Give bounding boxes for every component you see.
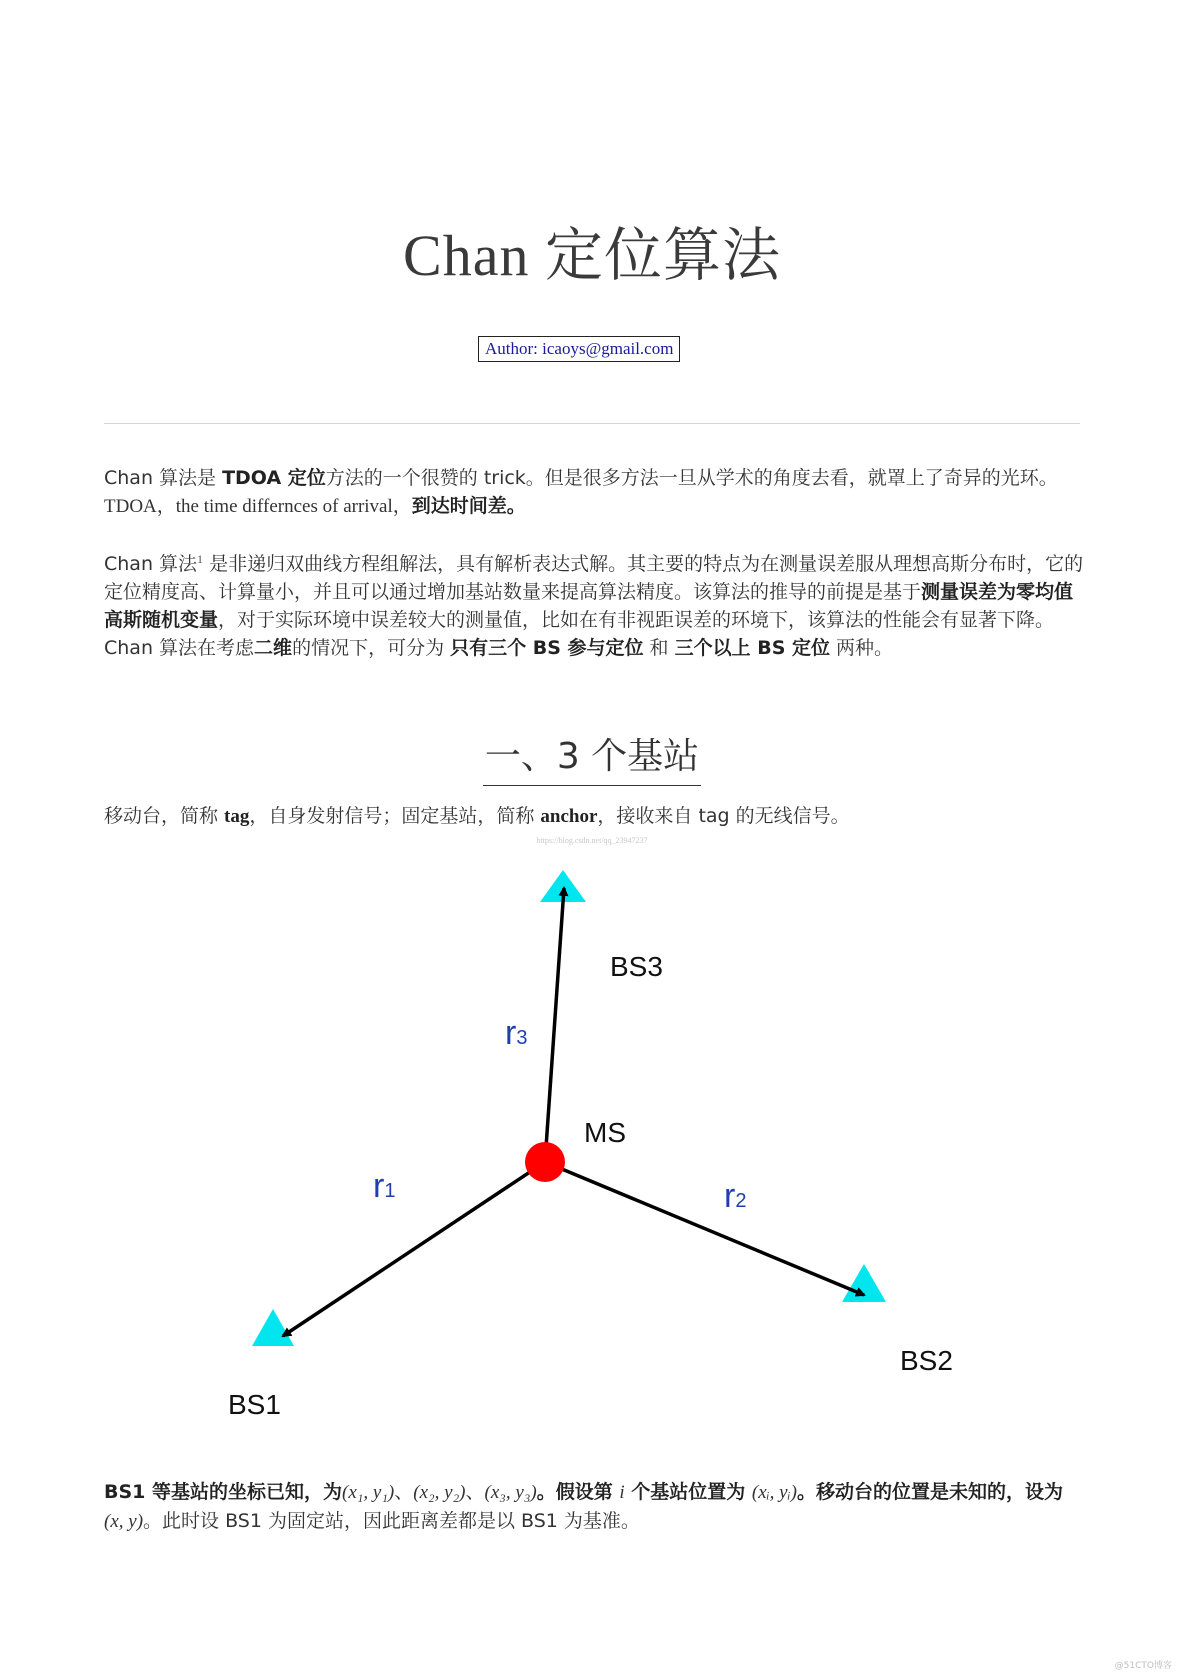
footnote-ref[interactable]: 1 — [197, 552, 204, 566]
text-run: Chan 算法 — [104, 553, 198, 575]
ms-bs-diagram — [0, 840, 1184, 1460]
ms-label: MS — [584, 1117, 626, 1148]
text-run: 、 — [465, 1481, 485, 1503]
math-inline: i — [619, 1482, 625, 1503]
text-run: ，接收来自 tag 的无线信号。 — [597, 805, 850, 827]
text-run: 是非递归双曲线方程组解法，具有解析表达式解。其主要的特点为在测量误差服从理想高斯分布时，它的定位精度高、计算量小，并且可以通过增加基站数量来提高算法精度。该算法的推导的前提是基于 — [104, 553, 1084, 603]
math-inline: (x₂, y₂) — [413, 1482, 466, 1503]
coordinates-paragraph — [104, 1478, 1084, 1536]
math-inline: (xᵢ, yᵢ) — [751, 1482, 797, 1503]
math-inline: (x₃, y₃) — [484, 1482, 537, 1503]
tag-anchor-paragraph — [104, 802, 1084, 831]
bold-run: 三个以上 BS 定位 — [674, 637, 831, 659]
text-run: 方法的一个很赞的 trick。但是很多方法一旦从学术的角度去看，就罩上了奇异的光环。 — [325, 467, 1058, 489]
text-run: 移动台，简称 — [104, 805, 225, 827]
bold-run: BS1 等基站的坐标已知，为 — [104, 1481, 343, 1503]
text-run: ，对于实际环境中误差较大的测量值，比如在有非视距误差的环境下，该算法的性能会有显著下降。Chan 算法在考虑 — [104, 609, 1055, 659]
text-run: TDOA，the time differnces of arrival， — [104, 496, 412, 517]
r3-label: r3 — [505, 1014, 528, 1052]
text-run: 。此时设 BS1 为固定站，因此距离差都是以 BS1 为基准。 — [143, 1510, 640, 1532]
bold-run: TDOA 定位 — [222, 467, 326, 489]
r1-label: r1 — [373, 1167, 396, 1205]
text-run: 两种。 — [830, 637, 894, 659]
bold-run: tag — [224, 806, 250, 827]
section-heading — [0, 728, 1184, 786]
intro-paragraph — [104, 464, 1084, 521]
chan-description-paragraph — [104, 545, 1084, 662]
edge-ms-bs2 — [545, 1162, 864, 1295]
bs1-label: BS1 — [228, 1389, 281, 1420]
math-inline: (x₁, y₁) — [342, 1482, 395, 1503]
bold-run: 只有三个 BS 参与定位 — [450, 637, 644, 659]
text-run: 、 — [394, 1481, 414, 1503]
divider — [104, 423, 1080, 424]
author-box: Author: icaoys@gmail.com — [478, 336, 680, 362]
section-heading-text: 一、3 个基站 — [483, 728, 701, 786]
text-run: Chan 算法是 — [104, 467, 223, 489]
edge-ms-bs3 — [545, 888, 564, 1162]
bs1-triangle-icon — [252, 1309, 294, 1346]
bold-run: 测量误差为零均值高斯随机变量 — [104, 581, 1074, 631]
text-run: 的情况下，可分为 — [292, 637, 451, 659]
text-run: ，自身发射信号；固定基站，简称 — [249, 805, 541, 827]
edge-ms-bs1 — [283, 1162, 545, 1336]
bold-run: 。移动台的位置是未知的，设为 — [796, 1481, 1063, 1503]
bs3-label: BS3 — [610, 951, 663, 982]
r2-label: r2 — [724, 1177, 747, 1215]
image-watermark: https://blog.csdn.net/qq_23947237 — [536, 836, 648, 845]
ms-dot-icon — [525, 1142, 565, 1182]
bold-run: 到达时间差。 — [411, 495, 526, 517]
page-title: Chan 定位算法 — [403, 223, 781, 288]
bold-run: 。假设第 — [536, 1481, 620, 1503]
math-inline: (x, y) — [104, 1511, 144, 1532]
bs2-triangle-icon — [842, 1264, 886, 1302]
bold-run: 二维 — [254, 637, 293, 659]
text-run: 和 — [643, 637, 675, 659]
bold-run: 个基站位置为 — [624, 1481, 752, 1503]
bs2-label: BS2 — [900, 1345, 953, 1376]
bold-run: anchor — [540, 806, 598, 827]
page-watermark: @51CTO博客 — [1114, 1661, 1172, 1671]
